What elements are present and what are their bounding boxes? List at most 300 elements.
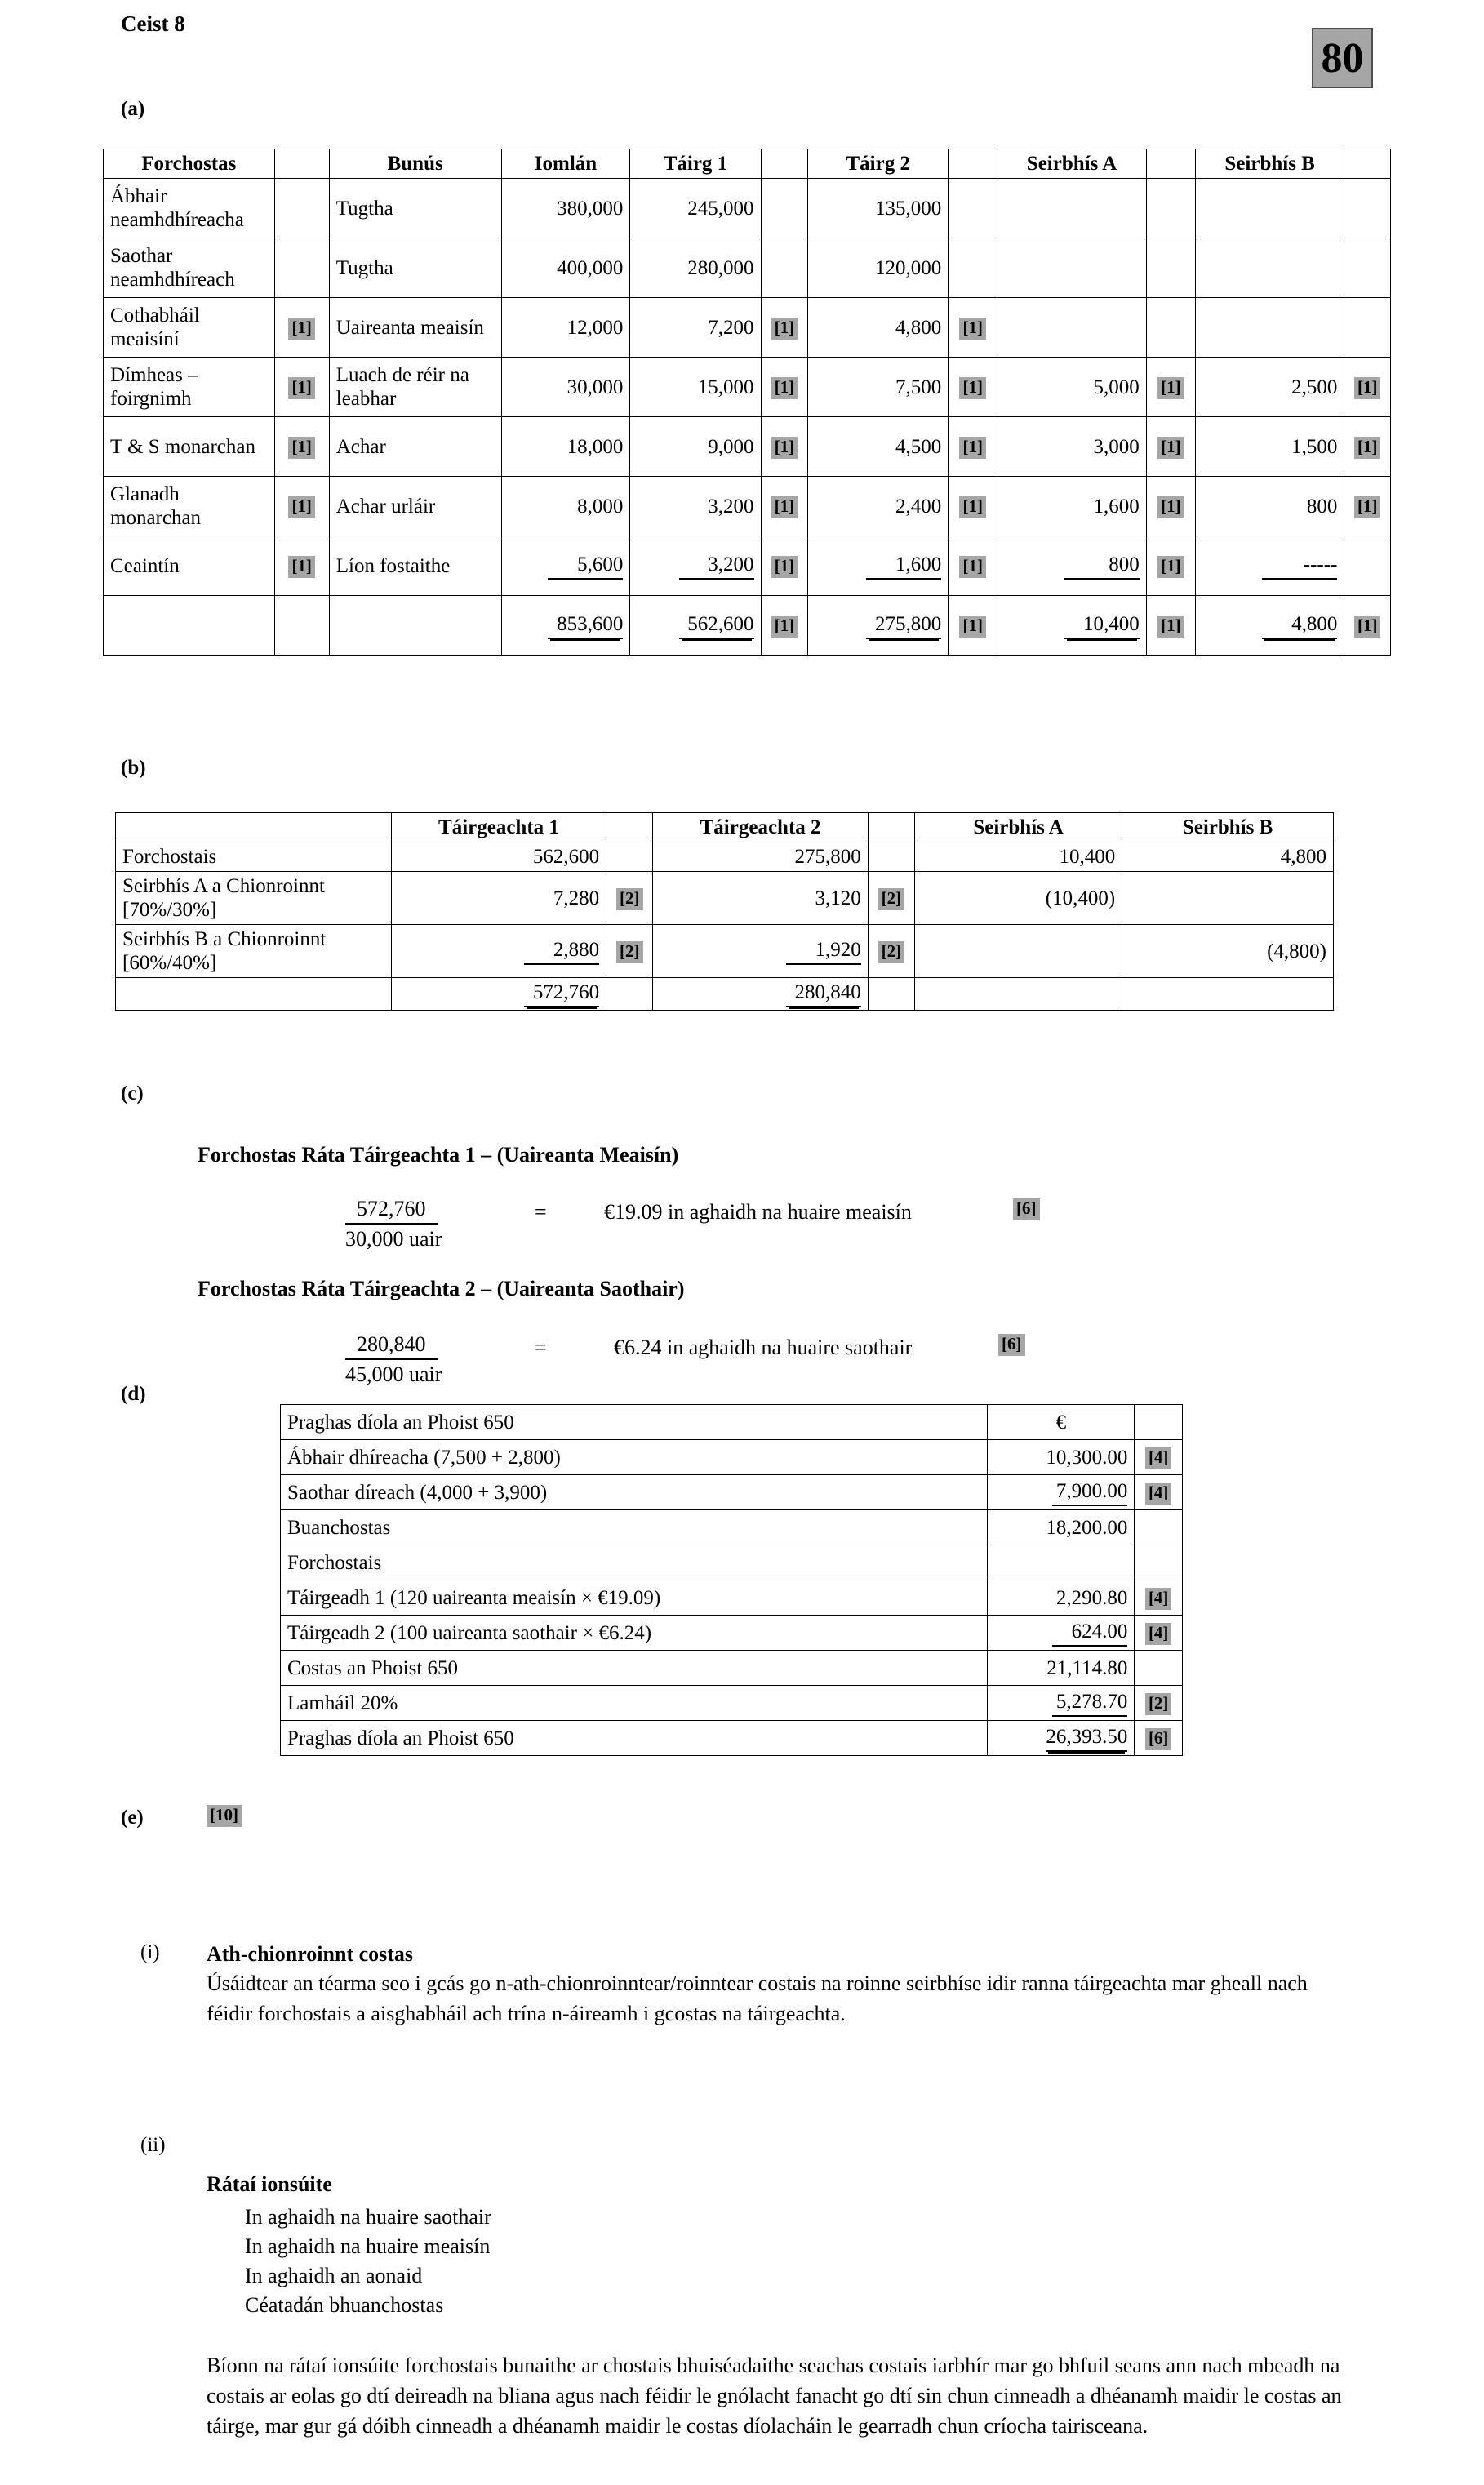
marks-badge: [4] <box>1145 1588 1172 1610</box>
marks-badge: [1] <box>959 377 986 399</box>
amount-value: (10,400) <box>1045 887 1116 909</box>
table-b-header-row <box>116 813 1334 842</box>
marks-cell <box>949 238 997 298</box>
amount-value: 280,000 <box>687 256 754 279</box>
amount-value: 2,290.80 <box>1055 1586 1128 1609</box>
section-i-heading: Ath-chionroinnt costas <box>207 1942 414 1966</box>
amount-cell <box>915 925 1122 978</box>
amount-cell <box>653 925 868 978</box>
amount-cell <box>1195 238 1344 298</box>
marks-cell <box>1146 358 1195 417</box>
marks-cell <box>274 536 329 596</box>
amount-cell <box>997 536 1147 596</box>
amount-cell <box>501 358 630 417</box>
row-label-cell: Táirgeadh 2 (100 uaireanta saothair × €6.24) <box>281 1616 988 1651</box>
marks-cell <box>1344 179 1391 238</box>
marks-badge: [6] <box>1145 1728 1172 1750</box>
row-label-cell: Ábhair dhíreacha (7,500 + 2,800) <box>281 1440 988 1475</box>
amount-cell <box>988 1580 1135 1616</box>
th-forchostas: Forchostas <box>104 149 275 179</box>
marks-cell <box>949 417 997 477</box>
amount-value: 275,800 <box>794 846 861 868</box>
amount-cell <box>997 298 1147 358</box>
marks-badge: [1] <box>959 496 986 518</box>
th-b-blank <box>116 813 392 842</box>
amount-value: 1,920 <box>786 938 861 965</box>
amount-cell <box>997 596 1147 656</box>
amount-value: 5,278.70 <box>1052 1690 1127 1717</box>
marks-badge: [1] <box>1354 377 1381 399</box>
amount-cell <box>630 358 761 417</box>
marks-cell <box>1146 417 1195 477</box>
row-label-cell: Seirbhís B a Chionroinnt [60%/40%] <box>116 925 392 978</box>
basis-cell <box>329 596 501 656</box>
marks-cell <box>761 238 808 298</box>
table-a-container <box>103 149 1391 656</box>
amount-value: 562,600 <box>679 612 754 639</box>
amount-value: 2,500 <box>1291 376 1338 398</box>
amount-value: 7,500 <box>895 376 942 398</box>
amount-cell <box>391 978 606 1011</box>
rate1-fraction <box>345 1197 442 1251</box>
overhead-allocation-table <box>103 149 1391 656</box>
section-e-marks <box>207 1805 242 1827</box>
amount-cell <box>501 179 630 238</box>
amount-cell <box>653 842 868 872</box>
marks-cell <box>761 477 808 536</box>
overhead-name-cell: Ábhair neamhdhíreacha <box>104 179 275 238</box>
marks-cell <box>868 872 914 925</box>
table-d-header-row <box>281 1405 1183 1440</box>
amount-value: 245,000 <box>687 197 754 220</box>
rate2-marks <box>998 1334 1025 1356</box>
amount-cell <box>1122 842 1334 872</box>
marks-cell <box>1146 298 1195 358</box>
amount-cell <box>808 179 949 238</box>
marks-cell <box>274 358 329 417</box>
marks-cell <box>1344 298 1391 358</box>
amount-cell <box>391 872 606 925</box>
marks-badge: [1] <box>959 556 986 578</box>
marks-badge: [1] <box>288 556 315 578</box>
marks-badge: [1] <box>959 318 986 340</box>
th-blank-1 <box>274 149 329 179</box>
list-item: Céatadán bhuanchostas <box>245 2292 444 2317</box>
amount-cell <box>501 298 630 358</box>
amount-cell <box>988 1440 1135 1475</box>
table-a-header-row <box>104 149 1391 179</box>
marks-cell <box>274 477 329 536</box>
marks-cell <box>1135 1686 1183 1721</box>
table-row <box>281 1651 1183 1686</box>
table-row <box>104 238 1391 298</box>
marks-badge: [2] <box>878 888 905 910</box>
marks-cell <box>1146 238 1195 298</box>
marks-cell <box>761 298 808 358</box>
amount-cell <box>808 417 949 477</box>
marks-cell <box>761 179 808 238</box>
marks-badge: [1] <box>1354 496 1381 518</box>
amount-value: 4,500 <box>895 435 942 458</box>
marks-cell <box>1344 417 1391 477</box>
row-label-cell: Forchostais <box>281 1545 988 1580</box>
amount-cell <box>808 596 949 656</box>
marks-cell <box>1344 477 1391 536</box>
amount-cell <box>630 417 761 477</box>
overhead-name-cell: T & S monarchan <box>104 417 275 477</box>
amount-cell <box>808 477 949 536</box>
total-marks-badge: 80 <box>1312 28 1373 88</box>
th-b-tairgeachta-1: Táirgeachta 1 <box>391 813 606 842</box>
table-row <box>281 1580 1183 1616</box>
row-label-cell: Forchostais <box>116 842 392 872</box>
amount-cell <box>630 179 761 238</box>
amount-value: 4,800 <box>1262 612 1337 639</box>
rate1-denominator: 30,000 uair <box>345 1227 442 1251</box>
table-row <box>104 179 1391 238</box>
amount-cell <box>997 477 1147 536</box>
amount-value: ----- <box>1262 553 1337 580</box>
marks-cell <box>1344 238 1391 298</box>
amount-cell <box>1195 298 1344 358</box>
amount-cell <box>988 1545 1135 1580</box>
marks-cell <box>949 536 997 596</box>
amount-value: 380,000 <box>557 197 624 220</box>
table-row <box>104 417 1391 477</box>
marks-cell <box>1344 536 1391 596</box>
marks-badge: [2] <box>616 888 643 910</box>
marks-badge: [4] <box>1145 1483 1172 1505</box>
marks-cell <box>868 978 914 1011</box>
rate2-marks-badge: [6] <box>998 1334 1025 1356</box>
marks-cell <box>274 298 329 358</box>
th-bunus: Bunús <box>329 149 501 179</box>
list-item: In aghaidh na huaire saothair <box>245 2205 491 2229</box>
marks-badge: [2] <box>878 941 905 963</box>
section-label-c: (c) <box>121 1082 144 1105</box>
overhead-name-cell: Glanadh monarchan <box>104 477 275 536</box>
amount-cell <box>653 872 868 925</box>
list-item: In aghaidh na huaire meaisín <box>245 2234 491 2258</box>
marks-cell <box>761 358 808 417</box>
marks-badge: [1] <box>1157 556 1184 578</box>
marks-cell <box>949 298 997 358</box>
td-d-header-marks <box>1135 1405 1183 1440</box>
amount-cell <box>997 238 1147 298</box>
amount-value: 3,000 <box>1093 435 1140 458</box>
amount-value: 3,120 <box>815 887 861 909</box>
marks-badge: [1] <box>1157 496 1184 518</box>
table-row <box>281 1440 1183 1475</box>
amount-value: 7,900.00 <box>1052 1479 1127 1506</box>
marks-badge: [1] <box>771 496 798 518</box>
amount-value: 18,200.00 <box>1046 1516 1128 1539</box>
marks-cell <box>949 358 997 417</box>
marks-badge: [1] <box>288 377 315 399</box>
rate2-fraction <box>345 1332 442 1387</box>
amount-value: 400,000 <box>557 256 624 279</box>
marks-badge: [1] <box>959 437 986 459</box>
table-d-container <box>280 1404 1183 1756</box>
row-label-cell: Praghas díola an Phoist 650 <box>281 1721 988 1756</box>
marks-cell <box>1135 1651 1183 1686</box>
rate1-marks <box>1013 1198 1040 1220</box>
amount-value: 7,200 <box>708 316 754 339</box>
th-b-tairgeachta-2: Táirgeachta 2 <box>653 813 868 842</box>
amount-cell <box>630 536 761 596</box>
amount-value: 562,600 <box>532 846 600 868</box>
amount-cell <box>501 477 630 536</box>
amount-cell <box>501 238 630 298</box>
marks-badge: [1] <box>288 437 315 459</box>
table-d-body <box>281 1440 1183 1756</box>
marks-cell <box>1135 1545 1183 1580</box>
th-b-blank-1 <box>606 813 653 842</box>
amount-cell <box>501 417 630 477</box>
amount-value: (4,800) <box>1267 940 1326 962</box>
th-blank-4 <box>1146 149 1195 179</box>
section-ii-body: Bíonn na rátaí ionsúite forchostais bunaithe ar chostais bhuiséadaithe seachas costais iarbhír mar go bhfuil seans ann nach mbeadh na costais ar eolas go dtí deireadh na bliana agus nach féidir le gnólacht fanacht go dtí sin chun cinneadh a dhéanamh maidir le costas an táirge, mar gur gá dóibh cinneadh a dhéanamh maidir le costas díolacháin le gearradh chun críocha tairisceana. <box>207 2354 1342 2438</box>
amount-cell <box>630 238 761 298</box>
amount-cell <box>915 872 1122 925</box>
th-tairg-2: Táirg 2 <box>808 149 949 179</box>
amount-value: 10,400 <box>1059 846 1116 868</box>
amount-cell <box>501 596 630 656</box>
section-label-i: (i) <box>140 1941 160 1963</box>
rate1-heading: Forchostas Ráta Táirgeachta 1 – (Uaireanta Meaisín) <box>198 1143 679 1167</box>
section-label-d: (d) <box>121 1383 146 1405</box>
table-row <box>104 536 1391 596</box>
table-row <box>281 1721 1183 1756</box>
basis-cell: Uaireanta meaisín <box>329 298 501 358</box>
marks-cell <box>274 596 329 656</box>
amount-value: 135,000 <box>874 197 942 220</box>
amount-cell <box>1122 978 1334 1011</box>
amount-cell <box>988 1475 1135 1510</box>
amount-value: 9,000 <box>708 435 754 458</box>
marks-cell <box>274 417 329 477</box>
amount-cell <box>630 477 761 536</box>
th-seirbhis-a: Seirbhís A <box>997 149 1147 179</box>
amount-value: 8,000 <box>577 495 624 518</box>
table-row <box>116 842 1334 872</box>
marks-cell <box>606 842 653 872</box>
marks-cell <box>868 842 914 872</box>
amount-value: 18,000 <box>566 435 624 458</box>
basis-cell: Tugtha <box>329 238 501 298</box>
table-b-body <box>116 842 1334 1011</box>
row-label-cell: Costas an Phoist 650 <box>281 1651 988 1686</box>
amount-value: 3,200 <box>679 553 754 580</box>
table-row <box>104 358 1391 417</box>
marks-cell <box>1344 358 1391 417</box>
amount-cell <box>1195 417 1344 477</box>
marks-cell <box>1344 596 1391 656</box>
amount-cell <box>988 1686 1135 1721</box>
table-a-total-row <box>104 596 1391 656</box>
rate2-denominator: 45,000 uair <box>345 1363 442 1386</box>
marks-cell <box>1146 596 1195 656</box>
table-row <box>116 872 1334 925</box>
amount-value: 1,600 <box>866 553 941 580</box>
amount-value: 624.00 <box>1052 1620 1127 1647</box>
amount-value: 4,800 <box>895 316 942 339</box>
marks-cell <box>761 596 808 656</box>
marks-cell <box>761 536 808 596</box>
amount-cell <box>391 842 606 872</box>
row-label-cell <box>116 978 392 1011</box>
marks-cell <box>1135 1440 1183 1475</box>
basis-cell: Líon fostaithe <box>329 536 501 596</box>
marks-cell <box>1135 1580 1183 1616</box>
amount-value: 120,000 <box>874 256 942 279</box>
amount-value: 7,280 <box>553 887 600 909</box>
overhead-name-cell: Dímheas – foirgnimh <box>104 358 275 417</box>
table-row <box>281 1475 1183 1510</box>
marks-badge: [1] <box>1354 616 1381 638</box>
td-d-currency: € <box>988 1405 1135 1440</box>
basis-cell: Tugtha <box>329 179 501 238</box>
marks-badge: [1] <box>1157 616 1184 638</box>
marks-cell <box>1135 1510 1183 1545</box>
amount-cell <box>988 1510 1135 1545</box>
table-row <box>116 925 1334 978</box>
amount-cell <box>808 536 949 596</box>
marks-badge: [1] <box>1157 377 1184 399</box>
amount-value: 21,114.80 <box>1046 1656 1128 1679</box>
section-label-a: (a) <box>121 98 145 120</box>
th-tairg-1: Táirg 1 <box>630 149 761 179</box>
marks-cell <box>1135 1721 1183 1756</box>
marks-badge: [1] <box>771 437 798 459</box>
marks-cell <box>606 925 653 978</box>
section-ii-list <box>245 2203 491 2320</box>
row-label-cell: Lamháil 20% <box>281 1686 988 1721</box>
row-label-cell: Táirgeadh 1 (120 uaireanta meaisín × €19.09) <box>281 1580 988 1616</box>
table-row <box>104 477 1391 536</box>
amount-cell <box>391 925 606 978</box>
table-row <box>104 298 1391 358</box>
rate2-numerator: 280,840 <box>345 1332 438 1360</box>
table-row <box>281 1616 1183 1651</box>
amount-cell <box>1195 477 1344 536</box>
amount-value: 10,300.00 <box>1046 1446 1128 1469</box>
amount-cell <box>1122 872 1334 925</box>
table-a-body <box>104 179 1391 656</box>
amount-cell <box>915 978 1122 1011</box>
section-label-ii: (ii) <box>140 2134 166 2156</box>
amount-value: 30,000 <box>566 376 624 398</box>
amount-cell <box>997 358 1147 417</box>
amount-value: 1,600 <box>1093 495 1140 518</box>
rate1-equals: = <box>535 1200 547 1224</box>
marks-badge: [1] <box>288 496 315 518</box>
section-label-b: (b) <box>121 757 146 779</box>
marks-badge: [1] <box>771 318 798 340</box>
basis-cell: Achar urláir <box>329 477 501 536</box>
marks-cell <box>1146 477 1195 536</box>
amount-cell <box>988 1616 1135 1651</box>
amount-value: 5,600 <box>548 553 623 580</box>
marks-badge: [1] <box>959 616 986 638</box>
table-b-container <box>115 812 1334 1011</box>
marks-cell <box>949 179 997 238</box>
rate2-heading: Forchostas Ráta Táirgeachta 2 – (Uaireanta Saothair) <box>198 1277 685 1300</box>
th-b-seirbhis-b: Seirbhís B <box>1122 813 1334 842</box>
marks-cell <box>274 179 329 238</box>
marks-cell <box>761 417 808 477</box>
marks-badge: [1] <box>1157 437 1184 459</box>
amount-value: 12,000 <box>566 316 624 339</box>
td-d-heading: Praghas díola an Phoist 650 <box>281 1405 988 1440</box>
amount-cell <box>997 417 1147 477</box>
rate2-equals: = <box>535 1336 547 1359</box>
marks-badge: [4] <box>1145 1447 1172 1469</box>
amount-value: 5,000 <box>1093 376 1140 398</box>
section-label-e: (e) <box>121 1807 144 1829</box>
amount-cell <box>997 179 1147 238</box>
table-row <box>281 1510 1183 1545</box>
th-b-blank-2 <box>868 813 914 842</box>
th-b-seirbhis-a: Seirbhís A <box>915 813 1122 842</box>
amount-value: 2,400 <box>895 495 942 518</box>
overhead-name-cell: Ceaintín <box>104 536 275 596</box>
overhead-name-cell: Saothar neamhdhíreach <box>104 238 275 298</box>
th-seirbhis-b: Seirbhís B <box>1195 149 1344 179</box>
amount-cell <box>1195 358 1344 417</box>
amount-cell <box>1195 179 1344 238</box>
marks-badge: [2] <box>1145 1693 1172 1715</box>
amount-value: 800 <box>1306 495 1338 518</box>
overhead-name-cell: Cothabháil meaisíní <box>104 298 275 358</box>
marks-badge: [2] <box>616 941 643 963</box>
marks-cell <box>868 925 914 978</box>
amount-value: 15,000 <box>697 376 754 398</box>
amount-value: 4,800 <box>1280 846 1326 868</box>
rate1-marks-badge: [6] <box>1013 1198 1040 1220</box>
marks-badge: [1] <box>771 616 798 638</box>
th-blank-5 <box>1344 149 1391 179</box>
row-label-cell: Seirbhís A a Chionroinnt [70%/30%] <box>116 872 392 925</box>
row-label-cell: Buanchostas <box>281 1510 988 1545</box>
marks-cell <box>1135 1475 1183 1510</box>
page-title: Ceist 8 <box>121 11 185 36</box>
amount-value: 26,393.50 <box>1046 1725 1127 1752</box>
amount-cell <box>501 536 630 596</box>
rate1-numerator: 572,760 <box>345 1197 438 1225</box>
section-i-body: Úsáidtear an téarma seo i gcás go n-ath-chionroinntear/roinntear costais na roinne seirbhíse idir ranna táirgeachta mar gheall nach féidir forchostais a aisghabháil ach trína n-áireamh i gcostas na táirgeachta. <box>207 1972 1308 2025</box>
list-item: In aghaidh an aonaid <box>245 2263 423 2287</box>
service-reapportionment-table <box>115 812 1334 1011</box>
amount-cell <box>1195 596 1344 656</box>
amount-value: 800 <box>1064 553 1140 580</box>
marks-cell <box>949 477 997 536</box>
marks-cell <box>949 596 997 656</box>
marks-badge: [1] <box>1354 437 1381 459</box>
marks-cell <box>606 872 653 925</box>
amount-value: 10,400 <box>1064 612 1140 639</box>
table-b-total-row <box>116 978 1334 1011</box>
basis-cell: Achar <box>329 417 501 477</box>
amount-cell <box>653 978 868 1011</box>
marks-badge: [1] <box>288 318 315 340</box>
table-row <box>281 1545 1183 1580</box>
rate1-result: €19.09 in aghaidh na huaire meaisín <box>604 1200 912 1224</box>
amount-cell <box>808 358 949 417</box>
marks-cell <box>1146 536 1195 596</box>
th-blank-3 <box>949 149 997 179</box>
selling-price-table <box>280 1404 1183 1756</box>
